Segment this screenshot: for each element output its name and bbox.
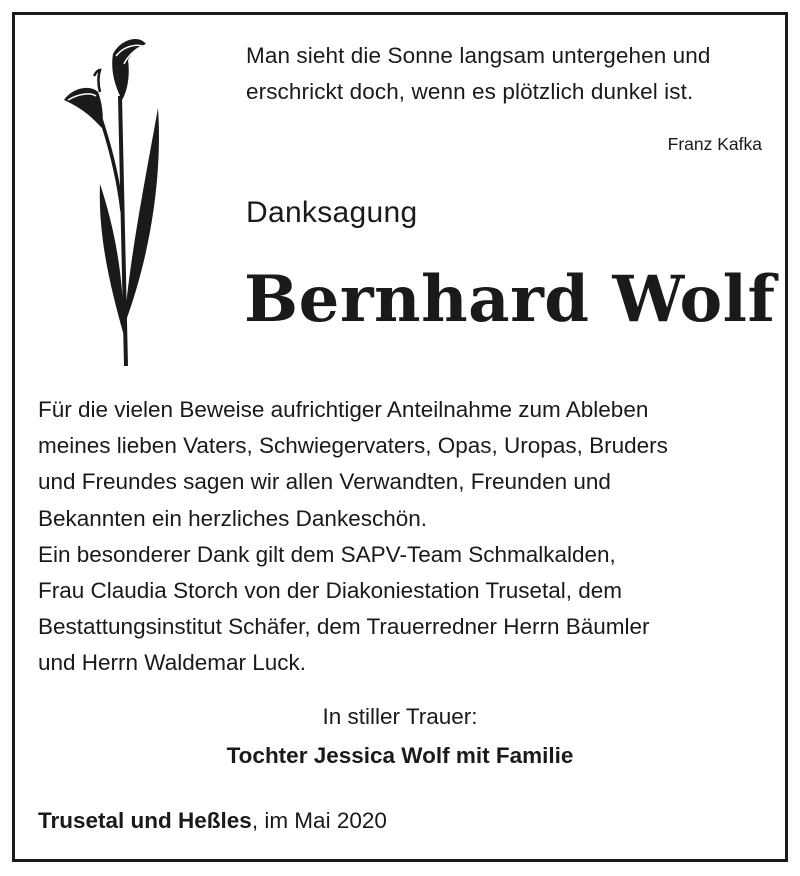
- body-line: und Herrn Waldemar Luck.: [38, 650, 307, 676]
- mourning-phrase: In stiller Trauer:: [322, 704, 478, 729]
- heading: Danksagung: [246, 196, 418, 229]
- place-date: [38, 808, 387, 834]
- body-line: Bekannten ein herzliches Dankeschön.: [38, 505, 427, 531]
- quote: [246, 38, 776, 110]
- deceased-name: Bernhard Wolf: [244, 262, 776, 337]
- quote-line: erschrickt doch, wenn es plötzlich dunkel ist.: [246, 79, 694, 104]
- quote-line: Man sieht die Sonne langsam untergehen und: [246, 43, 711, 68]
- body-line: meines lieben Vaters, Schwiegervaters, Opas, Uropas, Bruders: [38, 433, 668, 459]
- date: , im Mai 2020: [251, 808, 387, 833]
- body-line: Für die vielen Beweise aufrichtiger Anteilnahme zum Ableben: [38, 397, 649, 422]
- calla-lily-icon: [58, 36, 168, 372]
- body-line: und Freundes sagen wir allen Verwandten, Freunden und: [38, 469, 611, 495]
- body-text: [38, 392, 778, 682]
- mourners: Tochter Jessica Wolf mit Familie: [226, 743, 574, 768]
- body-line: Ein besonderer Dank gilt dem SAPV-Team Schmalkalden,: [38, 541, 616, 567]
- body-line: Frau Claudia Storch von der Diakoniestation Trusetal, dem: [38, 578, 623, 604]
- place: Trusetal und Heßles: [38, 808, 252, 833]
- quote-author: Franz Kafka: [667, 134, 762, 154]
- body-line: Bestattungsinstitut Schäfer, dem Trauerredner Herrn Bäumler: [38, 614, 650, 640]
